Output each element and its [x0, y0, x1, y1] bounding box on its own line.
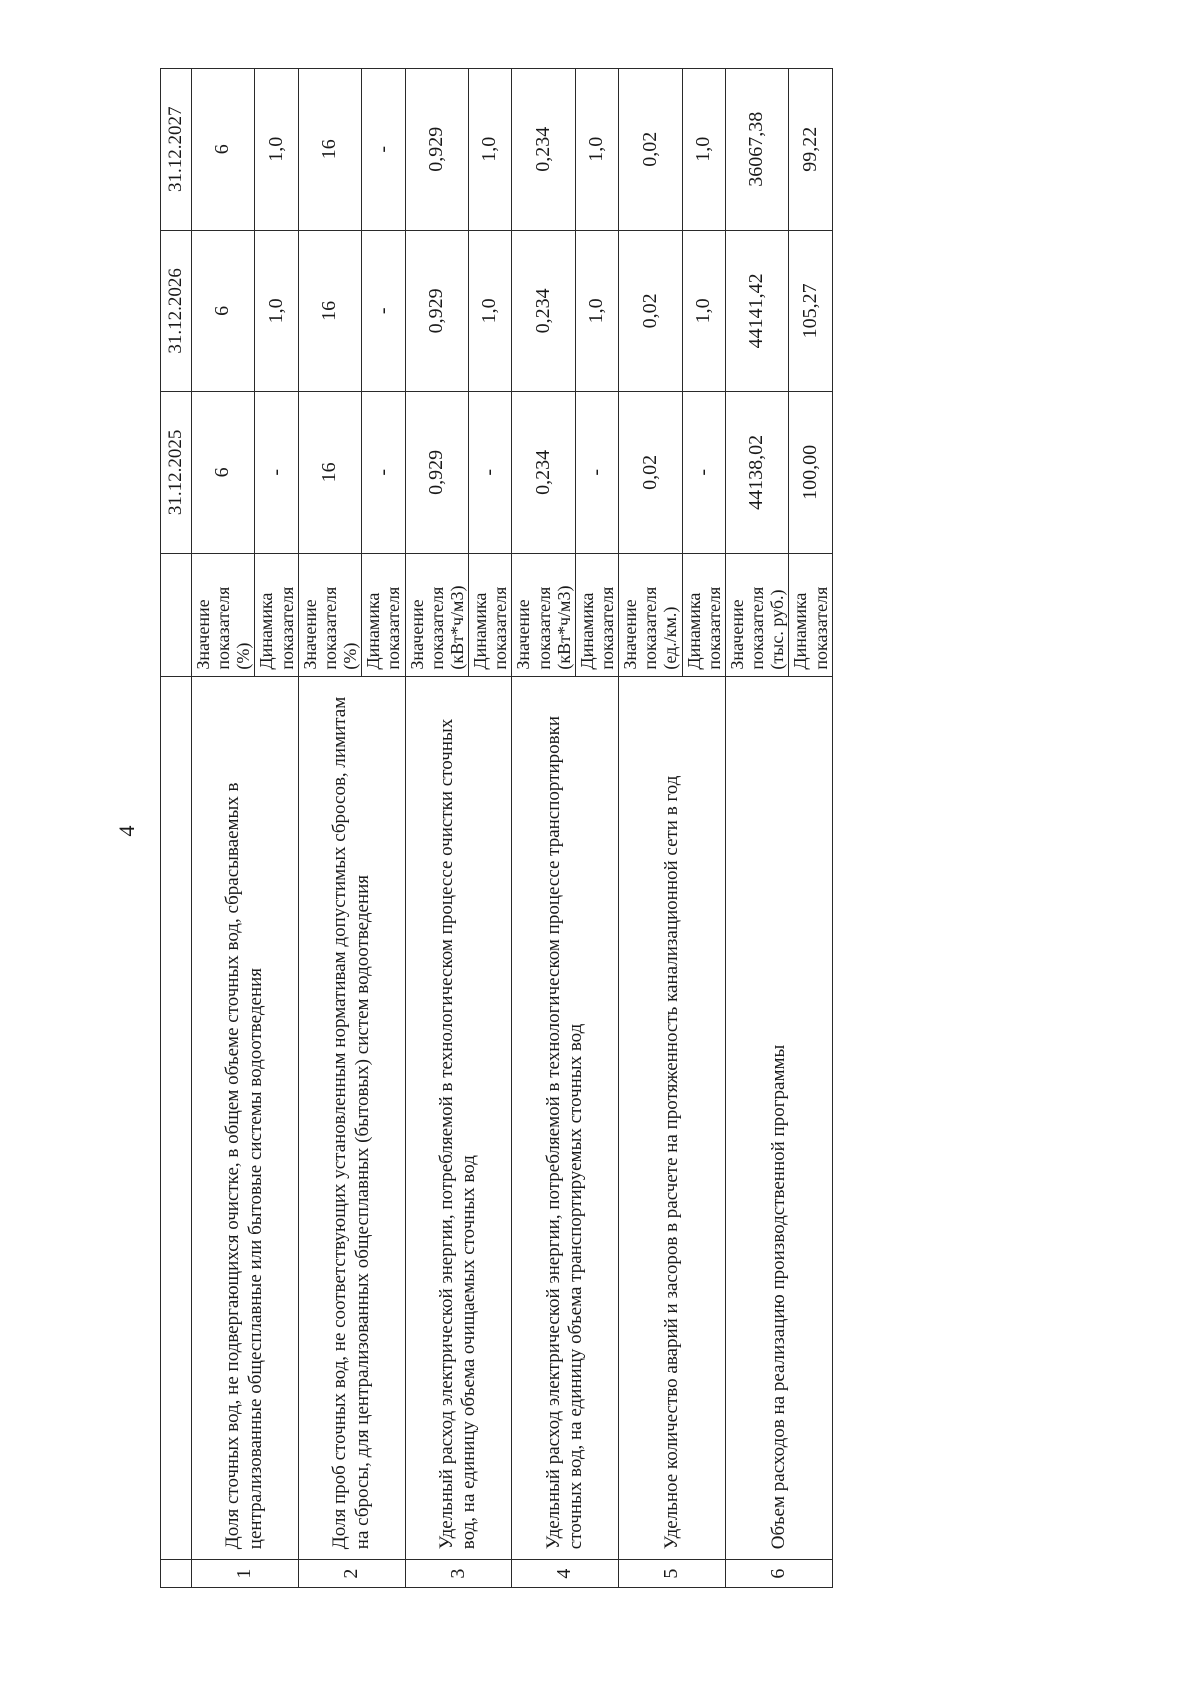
value-label: Значение показателя (ед./км.)	[619, 553, 682, 676]
dynamics-label: Динамика показателя	[255, 553, 298, 676]
value-2025: 0,929	[405, 392, 468, 554]
value-2025: 44138,02	[725, 392, 788, 554]
value-label: Значение показателя (кВт*ч/м3)	[512, 553, 575, 676]
indicator-name: Удельное количество аварий и засоров в расчете на протяженность канализационной сети в год	[619, 676, 726, 1560]
indicator-name: Удельный расход электрической энергии, потребляемой в технологическом процессе очистки сточных вод, на единицу объема очищаемых сточных вод	[405, 676, 512, 1560]
header-year-2025: 31.12.2025	[161, 392, 192, 554]
dynamics-label: Динамика показателя	[469, 553, 512, 676]
indicator-name: Доля сточных вод, не подвергающихся очистке, в общем объеме сточных вод, сбрасываемых в централизованные общесплавные или бытовые системы водоотведения	[192, 676, 299, 1560]
dynamics-2027: 1,0	[255, 69, 298, 231]
dynamics-2027: 99,22	[789, 69, 832, 231]
indicator-name: Объем расходов на реализацию производственной программы	[725, 676, 832, 1560]
dynamics-2027: 1,0	[469, 69, 512, 231]
page-number: 4	[114, 825, 139, 837]
dynamics-label: Динамика показателя	[362, 553, 405, 676]
dynamics-2027: 1,0	[682, 69, 725, 231]
table-header-row	[161, 69, 192, 1588]
dynamics-2026: 105,27	[789, 230, 832, 392]
dynamics-label: Динамика показателя	[682, 553, 725, 676]
dynamics-2026: 1,0	[255, 230, 298, 392]
value-label: Значение показателя (тыс. руб.)	[725, 553, 788, 676]
value-2027: 0,234	[512, 69, 575, 231]
header-label-cell	[161, 553, 192, 676]
value-2026: 0,02	[619, 230, 682, 392]
indicator-number: 6	[725, 1560, 832, 1588]
dynamics-2026: 1,0	[575, 230, 618, 392]
dynamics-2027: 1,0	[575, 69, 618, 231]
dynamics-2026: -	[362, 230, 405, 392]
dynamics-2025: -	[255, 392, 298, 554]
dynamics-label: Динамика показателя	[575, 553, 618, 676]
value-2026: 44141,42	[725, 230, 788, 392]
dynamics-2027: -	[362, 69, 405, 231]
value-2027: 0,02	[619, 69, 682, 231]
header-name-cell	[161, 676, 192, 1560]
rotated-table-stage	[160, 68, 1080, 1588]
value-2027: 36067,38	[725, 69, 788, 231]
indicator-number: 1	[192, 1560, 299, 1588]
indicator-number: 5	[619, 1560, 726, 1588]
table-row	[192, 69, 255, 1588]
indicator-name: Доля проб сточных вод, не соответствующих установленным нормативам допустимых сбросов, лимитам на сбросы, для централизованных общесплавных (бытовых) систем водоотведения	[298, 676, 405, 1560]
dynamics-2025: -	[362, 392, 405, 554]
value-label: Значение показателя (%)	[298, 553, 361, 676]
value-label: Значение показателя (%)	[192, 553, 255, 676]
indicator-name: Удельный расход электрической энергии, потребляемой в технологическом процессе транспортировки сточных вод, на единицу объема транспортируемых сточных вод	[512, 676, 619, 1560]
header-year-2026: 31.12.2026	[161, 230, 192, 392]
dynamics-2025: -	[682, 392, 725, 554]
dynamics-2025: 100,00	[789, 392, 832, 554]
indicator-number: 4	[512, 1560, 619, 1588]
value-2025: 16	[298, 392, 361, 554]
value-2026: 16	[298, 230, 361, 392]
dynamics-2026: 1,0	[469, 230, 512, 392]
table-row	[512, 69, 575, 1588]
value-label: Значение показателя (кВт*ч/м3)	[405, 553, 468, 676]
dynamics-2025: -	[575, 392, 618, 554]
indicator-number: 3	[405, 1560, 512, 1588]
indicators-table	[160, 68, 833, 1588]
value-2025: 0,02	[619, 392, 682, 554]
header-year-2027: 31.12.2027	[161, 69, 192, 231]
table-row	[619, 69, 682, 1588]
dynamics-2026: 1,0	[682, 230, 725, 392]
value-2026: 0,234	[512, 230, 575, 392]
table-row	[405, 69, 468, 1588]
value-2026: 0,929	[405, 230, 468, 392]
value-2027: 16	[298, 69, 361, 231]
value-2025: 6	[192, 392, 255, 554]
dynamics-label: Динамика показателя	[789, 553, 832, 676]
indicator-number: 2	[298, 1560, 405, 1588]
table-row	[298, 69, 361, 1588]
header-num-cell	[161, 1560, 192, 1588]
dynamics-2025: -	[469, 392, 512, 554]
table-row	[725, 69, 788, 1588]
value-2025: 0,234	[512, 392, 575, 554]
value-2026: 6	[192, 230, 255, 392]
value-2027: 6	[192, 69, 255, 231]
value-2027: 0,929	[405, 69, 468, 231]
